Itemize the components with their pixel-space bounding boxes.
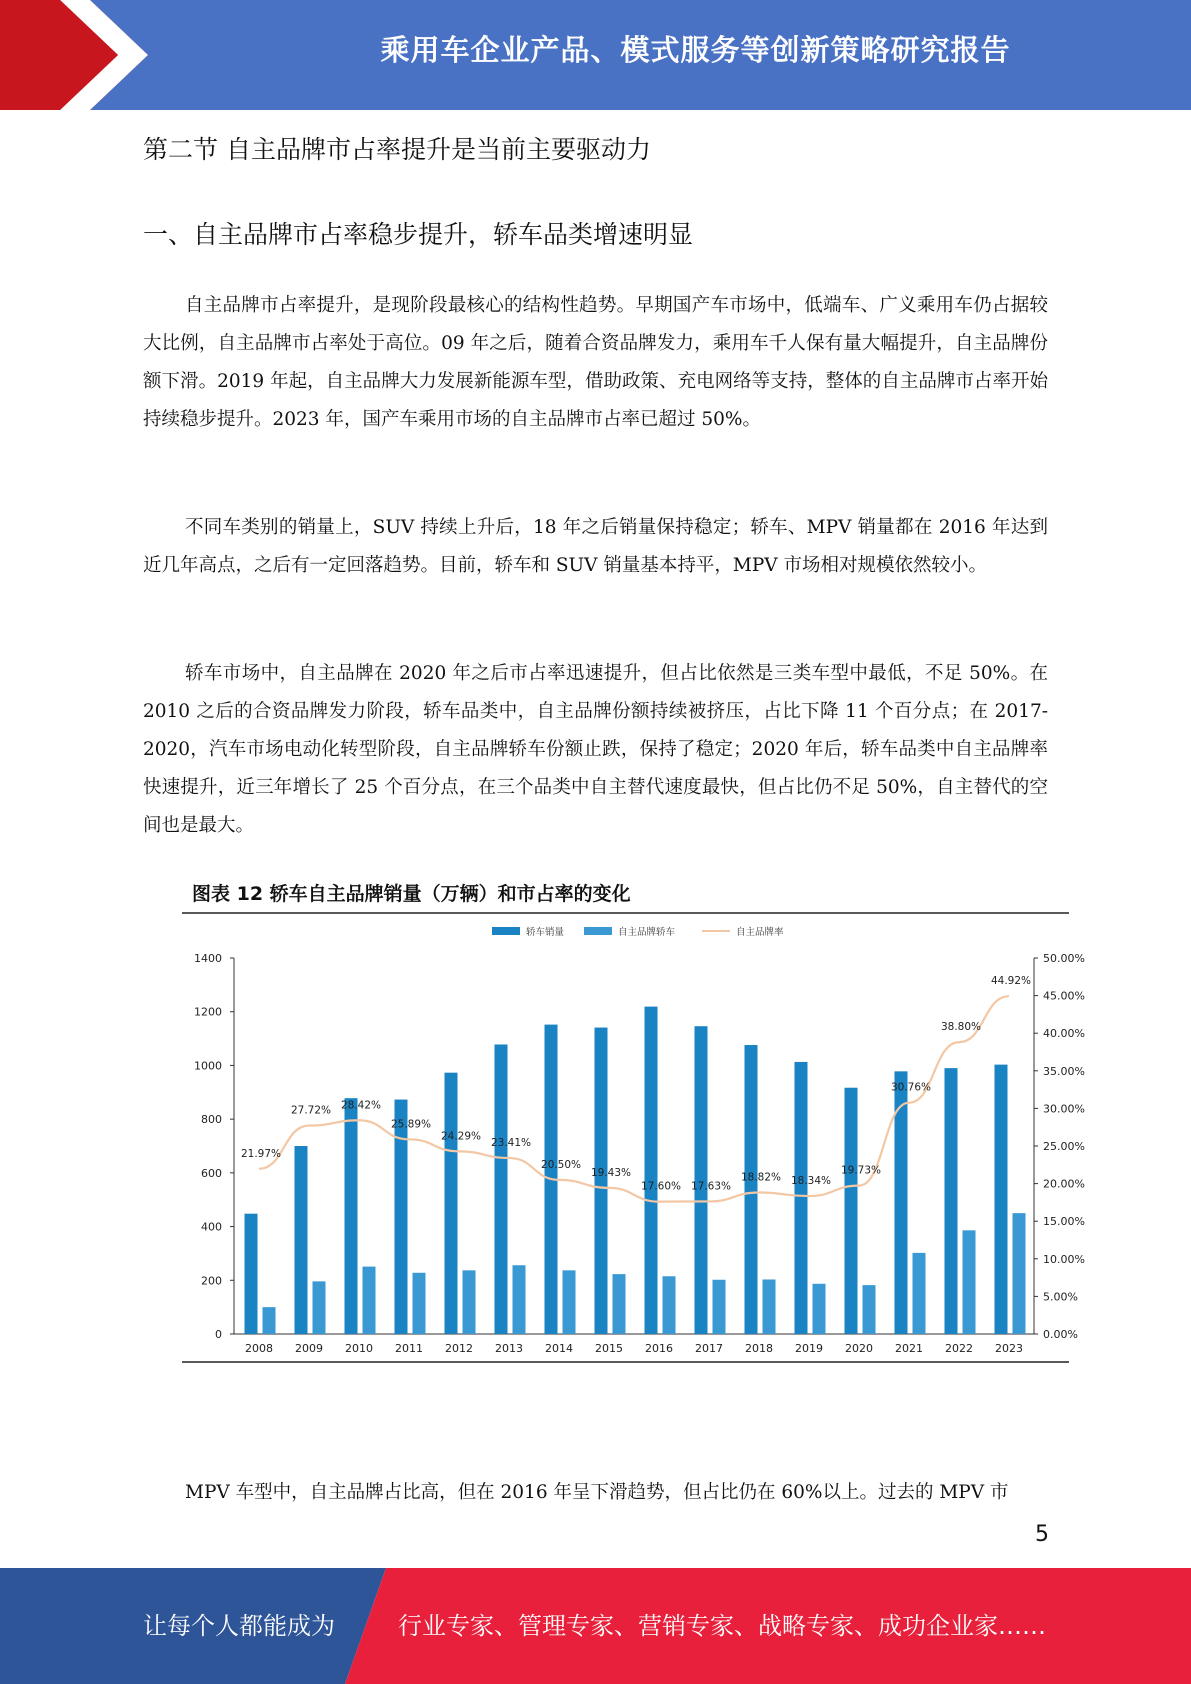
- x-axis-tick-label: 2019: [795, 1342, 823, 1355]
- x-axis-tick-label: 2013: [495, 1342, 523, 1355]
- page-number: 5: [1035, 1522, 1049, 1547]
- x-axis-tick-label: 2021: [895, 1342, 923, 1355]
- bar-sedan-sales: [595, 1028, 608, 1334]
- bar-domestic-sedan: [1013, 1213, 1026, 1334]
- bar-sedan-sales: [645, 1007, 658, 1334]
- page-header: [0, 0, 1191, 110]
- x-axis-tick-label: 2018: [745, 1342, 773, 1355]
- bar-domestic-sedan: [613, 1274, 626, 1334]
- bar-sedan-sales: [995, 1065, 1008, 1334]
- legend-label: 轿车销量: [526, 927, 565, 938]
- share-data-label: 21.97%: [240, 1147, 282, 1160]
- share-data-label: 19.73%: [840, 1164, 882, 1177]
- left-axis-tick-label: 1200: [194, 1005, 222, 1019]
- bar-sedan-sales: [345, 1098, 358, 1334]
- share-data-label: 24.29%: [440, 1130, 482, 1143]
- bar-domestic-sedan: [313, 1281, 326, 1334]
- bar-sedan-sales: [445, 1073, 458, 1334]
- x-axis-tick-label: 2016: [645, 1342, 673, 1355]
- legend-label: 自主品牌轿车: [618, 927, 676, 938]
- x-axis-tick-label: 2014: [545, 1342, 573, 1355]
- share-data-label: 44.92%: [990, 975, 1032, 988]
- x-axis-tick-label: 2017: [695, 1342, 723, 1355]
- bar-domestic-sedan: [663, 1276, 676, 1334]
- bar-domestic-sedan: [413, 1273, 426, 1334]
- left-axis-tick-label: 200: [201, 1274, 222, 1288]
- share-data-label: 18.82%: [740, 1171, 782, 1184]
- right-axis-tick-label: 40.00%: [1043, 1027, 1085, 1041]
- bar-sedan-sales: [245, 1214, 258, 1334]
- bar-domestic-sedan: [963, 1230, 976, 1334]
- left-axis-tick-label: 1000: [194, 1059, 222, 1073]
- bar-sedan-sales: [395, 1100, 408, 1334]
- share-data-label: 25.89%: [390, 1118, 432, 1131]
- right-axis-tick-label: 25.00%: [1043, 1140, 1085, 1153]
- bar-domestic-sedan: [563, 1270, 576, 1334]
- share-data-label: 27.72%: [290, 1104, 332, 1117]
- bar-domestic-sedan: [263, 1307, 276, 1334]
- report-title: 乘用车企业产品、模式服务等创新策略研究报告: [380, 33, 1011, 67]
- paragraph-1: 自主品牌市占率提升，是现阶段最核心的结构性趋势。早期国产车市场中，低端车、广义乘用车仍占据较大比例，自主品牌市占率处于高位。09 年之后，随着合资品牌发力，乘用车千人保有量大幅提升，自主品牌份额下滑。2019 年起，自主品牌大力发展新能源车型，借助政策、充电网络等支持，整体的自主品牌市占率开始持续稳步提升。2023 年，国产车乘用市场的自主品牌市占率已超过 50%。: [143, 295, 1048, 430]
- x-axis-tick-label: 2015: [595, 1342, 623, 1355]
- right-axis-tick-label: 50.00%: [1043, 952, 1085, 965]
- right-axis-tick-label: 35.00%: [1043, 1064, 1085, 1078]
- left-axis-tick-label: 800: [201, 1113, 222, 1127]
- bar-domestic-sedan: [713, 1280, 726, 1334]
- bar-domestic-sedan: [913, 1253, 926, 1334]
- x-axis-tick-label: 2008: [245, 1342, 273, 1355]
- share-data-label: 19.43%: [590, 1166, 632, 1179]
- share-data-label: 17.63%: [690, 1180, 732, 1193]
- bar-domestic-sedan: [863, 1285, 876, 1334]
- x-axis-tick-label: 2020: [845, 1342, 873, 1355]
- bar-domestic-sedan: [763, 1279, 776, 1334]
- bar-sedan-sales: [795, 1062, 808, 1334]
- chart-figure: [182, 872, 1085, 1364]
- bar-sedan-sales: [945, 1068, 958, 1334]
- left-axis-tick-label: 0: [215, 1328, 222, 1341]
- x-axis-tick-label: 2011: [395, 1342, 423, 1355]
- x-axis-tick-label: 2012: [445, 1342, 473, 1355]
- share-data-label: 18.34%: [790, 1175, 832, 1188]
- paragraph-4: MPV 车型中，自主品牌占比高，但在 2016 年呈下滑趋势，但占比仍在 60%以上。过去的 MPV 市: [185, 1482, 1009, 1503]
- bar-domestic-sedan: [463, 1270, 476, 1334]
- paragraph-3: 轿车市场中，自主品牌在 2020 年之后市占率迅速提升，但占比依然是三类车型中最低，不足 50%。在 2010 之后的合资品牌发力阶段，轿车品类中，自主品牌份额持续被挤压，占比下降 11 个百分点；在 2017-2020，汽车市场电动化转型阶段，自主品牌轿车份额止跌，保持了稳定；2020 年后，轿车品类中自主品牌率快速提升，近三年增长了 25 个百分点，在三个品类中自主替代速度最快，但占比仍不足 50%，自主替代的空间也是最大。: [143, 663, 1048, 836]
- right-axis-tick-label: 0.00%: [1043, 1328, 1078, 1341]
- right-axis-tick-label: 20.00%: [1043, 1177, 1085, 1191]
- left-axis-tick-label: 600: [201, 1166, 222, 1180]
- chart-svg: [182, 872, 1085, 1364]
- paragraph-2: 不同车类别的销量上，SUV 持续上升后，18 年之后销量保持稳定；轿车、MPV 销量都在 2016 年达到近几年高点，之后有一定回落趋势。目前，轿车和 SUV 销量基本持平，MPV 市场相对规模依然较小。: [143, 517, 1048, 576]
- legend-swatch-1: [584, 927, 612, 935]
- bar-sedan-sales: [845, 1088, 858, 1334]
- legend-label: 自主品牌率: [736, 927, 784, 938]
- right-axis-tick-label: 5.00%: [1043, 1290, 1078, 1304]
- left-axis-tick-label: 1400: [194, 952, 222, 965]
- page-footer: [0, 1568, 1191, 1684]
- share-data-label: 30.76%: [890, 1081, 932, 1094]
- bar-domestic-sedan: [363, 1267, 376, 1334]
- bar-domestic-sedan: [513, 1265, 526, 1334]
- right-axis-tick-label: 45.00%: [1043, 989, 1085, 1003]
- x-axis-tick-label: 2009: [295, 1342, 323, 1355]
- sub-title: 一、自主品牌市占率稳步提升，轿车品类增速明显: [143, 220, 694, 249]
- right-axis-tick-label: 10.00%: [1043, 1252, 1085, 1266]
- header-chevron-decoration: [0, 0, 160, 110]
- left-axis-tick-label: 400: [201, 1220, 222, 1234]
- chart-title: 图表 12 轿车自主品牌销量（万辆）和市占率的变化: [192, 883, 631, 905]
- x-axis-tick-label: 2010: [345, 1342, 373, 1355]
- footer-slogan-right: 行业专家、管理专家、营销专家、战略专家、成功企业家……: [398, 1612, 1046, 1640]
- legend-swatch-0: [492, 927, 520, 935]
- bar-sedan-sales: [495, 1044, 508, 1334]
- right-axis-tick-label: 15.00%: [1043, 1215, 1085, 1229]
- bar-sedan-sales: [745, 1045, 758, 1334]
- x-axis-tick-label: 2023: [995, 1342, 1023, 1355]
- share-data-label: 28.42%: [340, 1099, 382, 1112]
- bar-sedan-sales: [295, 1146, 308, 1334]
- share-data-label: 23.41%: [490, 1136, 532, 1149]
- section-title: 第二节 自主品牌市占率提升是当前主要驱动力: [143, 135, 651, 164]
- share-data-label: 20.50%: [540, 1158, 582, 1171]
- bar-domestic-sedan: [813, 1284, 826, 1334]
- right-axis-tick-label: 30.00%: [1043, 1102, 1085, 1116]
- footer-slogan-left: 让每个人都能成为: [143, 1612, 335, 1640]
- share-data-label: 38.80%: [940, 1021, 982, 1034]
- x-axis-tick-label: 2022: [945, 1342, 973, 1355]
- share-data-label: 17.60%: [640, 1180, 682, 1193]
